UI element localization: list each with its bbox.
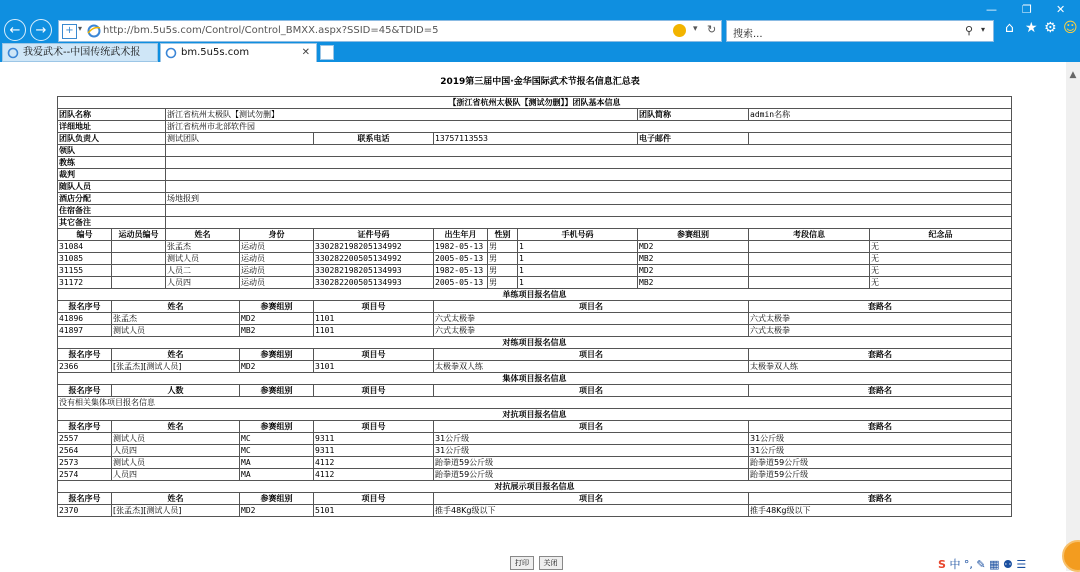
info-row <box>58 169 1012 181</box>
athlete-cell: 男 <box>488 265 518 277</box>
athlete-cell: 1 <box>518 277 638 289</box>
athlete-row <box>58 253 1012 265</box>
athlete-cell: 无 <box>870 277 1012 289</box>
team-abbr-value: admin名称 <box>749 109 1012 121</box>
info-row <box>58 109 1012 121</box>
address-label: 详细地址 <box>58 121 166 133</box>
column-header: 套路名 <box>749 301 1012 313</box>
column-header: 参赛组别 <box>240 349 314 361</box>
athlete-cell: 31155 <box>58 265 112 277</box>
column-header: 证件号码 <box>314 229 434 241</box>
athlete-cell: 31085 <box>58 253 112 265</box>
column-header: 报名序号 <box>58 421 112 433</box>
athlete-cell <box>112 253 166 265</box>
column-header: 项目名 <box>434 493 749 505</box>
entry-cell: 4112 <box>314 457 434 469</box>
entry-cell: 跆拳道59公斤级 <box>749 469 1012 481</box>
athlete-cell: 31172 <box>58 277 112 289</box>
info-label: 裁判 <box>58 169 166 181</box>
section-title-row <box>58 373 1012 385</box>
column-header: 套路名 <box>749 493 1012 505</box>
entry-cell: 2370 <box>58 505 112 517</box>
entry-cell: 测试人员 <box>112 325 240 337</box>
tab-bm-5u5s[interactable] <box>160 43 317 62</box>
print-button[interactable]: 打印 <box>510 556 534 570</box>
athlete-cell: MD2 <box>638 241 749 253</box>
page-content <box>0 62 1066 571</box>
athlete-cell: 运动员 <box>240 265 314 277</box>
entry-cell: MA <box>240 469 314 481</box>
info-value <box>166 169 1012 181</box>
info-row <box>58 157 1012 169</box>
entry-row <box>58 457 1012 469</box>
athlete-cell <box>749 241 870 253</box>
section-header-row <box>58 301 1012 313</box>
entry-row <box>58 325 1012 337</box>
column-header: 套路名 <box>749 349 1012 361</box>
info-value <box>166 205 1012 217</box>
section-header-row <box>58 493 1012 505</box>
entry-cell: 六式太极拳 <box>434 313 749 325</box>
team-name-label: 团队名称 <box>58 109 166 121</box>
entry-cell: 六式太极拳 <box>749 325 1012 337</box>
athlete-cell: 测试人员 <box>166 253 240 265</box>
entry-cell: 41897 <box>58 325 112 337</box>
info-row <box>58 193 1012 205</box>
info-label: 领队 <box>58 145 166 157</box>
column-header: 项目号 <box>314 421 434 433</box>
column-header: 报名序号 <box>58 385 112 397</box>
entry-cell: 1101 <box>314 313 434 325</box>
ie-page-icon <box>7 47 19 59</box>
column-header: 考段信息 <box>749 229 870 241</box>
entry-cell: 测试人员 <box>112 433 240 445</box>
athlete-cell: 人员四 <box>166 277 240 289</box>
entry-cell: 31公斤级 <box>434 445 749 457</box>
entry-cell: 4112 <box>314 469 434 481</box>
column-header: 运动员编号 <box>112 229 166 241</box>
team-header: 【浙江省杭州太极队【测试勿删】】团队基本信息 <box>58 97 1012 109</box>
section-header-row <box>58 421 1012 433</box>
column-header: 项目名 <box>434 349 749 361</box>
entry-row <box>58 445 1012 457</box>
athlete-cell: 男 <box>488 241 518 253</box>
entry-cell: 2573 <box>58 457 112 469</box>
column-header: 项目名 <box>434 421 749 433</box>
registration-summary-table <box>57 96 1012 517</box>
entry-cell: [张孟杰][测试人员] <box>112 505 240 517</box>
column-header: 项目号 <box>314 349 434 361</box>
restore-icon[interactable]: ❐ <box>1022 3 1032 16</box>
athlete-cell: 人员二 <box>166 265 240 277</box>
athlete-cell: 1982-05-13 <box>434 265 488 277</box>
email-label: 电子邮件 <box>638 133 749 145</box>
entry-cell: 六式太极拳 <box>434 325 749 337</box>
add-icon[interactable]: + <box>62 24 77 39</box>
entry-cell: 2366 <box>58 361 112 373</box>
entry-row <box>58 313 1012 325</box>
athlete-row <box>58 265 1012 277</box>
info-row <box>58 145 1012 157</box>
url-text: http://bm.5u5s.com/Control/Control_BMXX.aspx?SSID=45&TDID=5 <box>103 25 439 36</box>
tab-5u5s-home[interactable] <box>2 43 158 62</box>
athlete-cell: 男 <box>488 277 518 289</box>
entry-cell: MD2 <box>240 505 314 517</box>
athlete-cell: 1 <box>518 241 638 253</box>
empty-row <box>58 397 1012 409</box>
column-header: 编号 <box>58 229 112 241</box>
section-title: 对抗展示项目报名信息 <box>58 481 1012 493</box>
info-row <box>58 217 1012 229</box>
entry-cell: 2564 <box>58 445 112 457</box>
athlete-cell: 330282198205134992 <box>314 241 434 253</box>
entry-cell: 1101 <box>314 325 434 337</box>
column-header: 姓名 <box>112 421 240 433</box>
column-header: 参赛组别 <box>240 301 314 313</box>
entry-cell: 人员四 <box>112 469 240 481</box>
column-header: 报名序号 <box>58 349 112 361</box>
column-header: 参赛组别 <box>240 493 314 505</box>
section-header-row <box>58 385 1012 397</box>
entry-cell: 太极拳双人练 <box>434 361 749 373</box>
info-value: 场地报到 <box>166 193 1012 205</box>
leader-label: 团队负责人 <box>58 133 166 145</box>
action-buttons <box>510 556 565 570</box>
column-header: 项目号 <box>314 385 434 397</box>
entry-cell: 张孟杰 <box>112 313 240 325</box>
scroll-up-arrow-icon[interactable]: ▲ <box>1069 70 1077 80</box>
vertical-scrollbar[interactable] <box>1066 62 1080 571</box>
new-tab-button[interactable] <box>320 45 334 60</box>
ime-toolbar[interactable] <box>938 556 1026 572</box>
email-value <box>749 133 1012 145</box>
column-header: 项目名 <box>434 301 749 313</box>
entry-cell: 跆拳道59公斤级 <box>434 457 749 469</box>
search-input[interactable]: 搜索... <box>733 29 763 40</box>
info-row <box>58 205 1012 217</box>
column-header: 套路名 <box>749 385 1012 397</box>
athlete-cell: 无 <box>870 265 1012 277</box>
chevron-down-icon[interactable]: ▾ <box>78 24 83 33</box>
athlete-row <box>58 277 1012 289</box>
athlete-row <box>58 241 1012 253</box>
phone-label: 联系电话 <box>314 133 434 145</box>
column-header: 姓名 <box>112 349 240 361</box>
athlete-cell: 张孟杰 <box>166 241 240 253</box>
entry-cell: 9311 <box>314 445 434 457</box>
info-label: 教练 <box>58 157 166 169</box>
athlete-cell: 330282200505134993 <box>314 277 434 289</box>
refresh-icon[interactable]: ↻ <box>707 23 717 36</box>
athletes-header-row <box>58 229 1012 241</box>
minimize-icon[interactable]: — <box>986 3 997 16</box>
column-header: 手机号码 <box>518 229 638 241</box>
info-label: 住宿备注 <box>58 205 166 217</box>
entry-cell: 31公斤级 <box>749 445 1012 457</box>
section-title: 集体项目报名信息 <box>58 373 1012 385</box>
column-header: 姓名 <box>112 493 240 505</box>
entry-cell: MD2 <box>240 361 314 373</box>
entry-cell: 31公斤级 <box>434 433 749 445</box>
athlete-cell: 男 <box>488 253 518 265</box>
column-header: 项目号 <box>314 301 434 313</box>
gear-icon[interactable]: ⚙ <box>1044 20 1057 36</box>
entry-cell: 2557 <box>58 433 112 445</box>
section-title: 对练项目报名信息 <box>58 337 1012 349</box>
team-header-row <box>58 97 1012 109</box>
dropdown-icon[interactable]: ▾ <box>693 24 698 34</box>
close-tab-icon[interactable]: ✕ <box>301 47 310 58</box>
favorites-star-icon[interactable]: ★ <box>1025 20 1038 36</box>
empty-message: 没有相关集体项目报名信息 <box>58 397 1012 409</box>
entry-row <box>58 469 1012 481</box>
athlete-cell: 2005-05-13 <box>434 253 488 265</box>
column-header: 参赛组别 <box>240 421 314 433</box>
entry-cell: MA <box>240 457 314 469</box>
column-header: 参赛组别 <box>638 229 749 241</box>
athlete-cell <box>112 277 166 289</box>
entry-cell: 人员四 <box>112 445 240 457</box>
athlete-cell: 31084 <box>58 241 112 253</box>
entry-cell: 测试人员 <box>112 457 240 469</box>
athlete-cell <box>749 253 870 265</box>
address-bar[interactable] <box>58 20 722 42</box>
entry-cell: 31公斤级 <box>749 433 1012 445</box>
info-value <box>166 217 1012 229</box>
info-row <box>58 181 1012 193</box>
column-header: 人数 <box>112 385 240 397</box>
entry-cell: 六式太极拳 <box>749 313 1012 325</box>
info-label: 其它备注 <box>58 217 166 229</box>
athlete-cell: 运动员 <box>240 241 314 253</box>
close-window-icon[interactable]: ✕ <box>1056 3 1066 16</box>
entry-cell: 推手48Kg级以下 <box>749 505 1012 517</box>
column-header: 纪念品 <box>870 229 1012 241</box>
entry-cell: 41896 <box>58 313 112 325</box>
section-title: 单练项目报名信息 <box>58 289 1012 301</box>
sogou-icon[interactable]: S <box>938 558 946 571</box>
close-button[interactable]: 关闭 <box>539 556 563 570</box>
section-title-row <box>58 337 1012 349</box>
entry-cell: 跆拳道59公斤级 <box>434 469 749 481</box>
athlete-cell: MD2 <box>638 265 749 277</box>
search-icon[interactable]: ⚲ <box>965 24 974 37</box>
search-box[interactable] <box>726 20 994 42</box>
column-header: 项目号 <box>314 493 434 505</box>
entry-cell: 2574 <box>58 469 112 481</box>
entry-row <box>58 433 1012 445</box>
column-header: 姓名 <box>166 229 240 241</box>
column-header: 身份 <box>240 229 314 241</box>
entry-cell: 3101 <box>314 361 434 373</box>
entry-cell: 推手48Kg级以下 <box>434 505 749 517</box>
entry-row <box>58 361 1012 373</box>
column-header: 姓名 <box>112 301 240 313</box>
ie-logo-icon <box>87 24 101 38</box>
address-value: 浙江省杭州市北部软件园 <box>166 121 1012 133</box>
athlete-cell: 无 <box>870 241 1012 253</box>
athlete-cell: 330282198205134993 <box>314 265 434 277</box>
ime-tool-icons[interactable]: 中 °, ✎ ▦ ⚉ ☰ <box>949 558 1027 571</box>
entry-cell: 5101 <box>314 505 434 517</box>
column-header: 参赛组别 <box>240 385 314 397</box>
athlete-cell: 1 <box>518 253 638 265</box>
column-header: 报名序号 <box>58 493 112 505</box>
athlete-cell: 1 <box>518 265 638 277</box>
compat-icon[interactable] <box>673 24 686 37</box>
section-title-row <box>58 409 1012 421</box>
section-header-row <box>58 349 1012 361</box>
tab-label: 我爱武术--中国传统武术报 <box>23 47 141 58</box>
back-icon[interactable]: ← <box>4 19 26 41</box>
athlete-cell <box>749 277 870 289</box>
athlete-cell: 运动员 <box>240 253 314 265</box>
column-header: 报名序号 <box>58 301 112 313</box>
entry-cell: MC <box>240 433 314 445</box>
phone-value: 13757113553 <box>434 133 638 145</box>
browser-chrome <box>0 0 1080 62</box>
athlete-cell: MB2 <box>638 277 749 289</box>
home-icon[interactable]: ⌂ <box>1005 20 1014 36</box>
athlete-cell: MB2 <box>638 253 749 265</box>
search-dropdown-icon[interactable]: ▾ <box>981 25 986 34</box>
entry-cell: 跆拳道59公斤级 <box>749 457 1012 469</box>
athlete-cell <box>749 265 870 277</box>
athlete-cell: 2005-05-13 <box>434 277 488 289</box>
info-row <box>58 121 1012 133</box>
entry-cell: [张孟杰][测试人员] <box>112 361 240 373</box>
column-header: 出生年月 <box>434 229 488 241</box>
athlete-cell: 无 <box>870 253 1012 265</box>
team-abbr-label: 团队简称 <box>638 109 749 121</box>
info-label: 酒店分配 <box>58 193 166 205</box>
ie-page-icon <box>165 47 177 59</box>
smiley-icon[interactable]: ☺ <box>1063 20 1078 36</box>
entry-cell: MB2 <box>240 325 314 337</box>
entry-cell: 9311 <box>314 433 434 445</box>
info-value <box>166 157 1012 169</box>
entry-cell: 太极拳双人练 <box>749 361 1012 373</box>
entry-row <box>58 505 1012 517</box>
column-header: 性别 <box>488 229 518 241</box>
team-name-value: 浙江省杭州太极队【测试勿删】 <box>166 109 638 121</box>
info-value <box>166 181 1012 193</box>
athlete-cell: 330282200505134992 <box>314 253 434 265</box>
info-row <box>58 133 1012 145</box>
athlete-cell: 运动员 <box>240 277 314 289</box>
entry-cell: MD2 <box>240 313 314 325</box>
section-title-row <box>58 289 1012 301</box>
leader-value: 测试团队 <box>166 133 314 145</box>
tab-label: bm.5u5s.com <box>181 47 250 58</box>
athlete-cell <box>112 265 166 277</box>
info-value <box>166 145 1012 157</box>
forward-icon[interactable]: → <box>30 19 52 41</box>
athlete-cell: 1982-05-13 <box>434 241 488 253</box>
info-label: 随队人员 <box>58 181 166 193</box>
athlete-cell <box>112 241 166 253</box>
column-header: 项目名 <box>434 385 749 397</box>
entry-cell: MC <box>240 445 314 457</box>
column-header: 套路名 <box>749 421 1012 433</box>
section-title-row <box>58 481 1012 493</box>
page-title: 2019第三届中国·金华国际武术节报名信息汇总表 <box>440 77 640 87</box>
section-title: 对抗项目报名信息 <box>58 409 1012 421</box>
